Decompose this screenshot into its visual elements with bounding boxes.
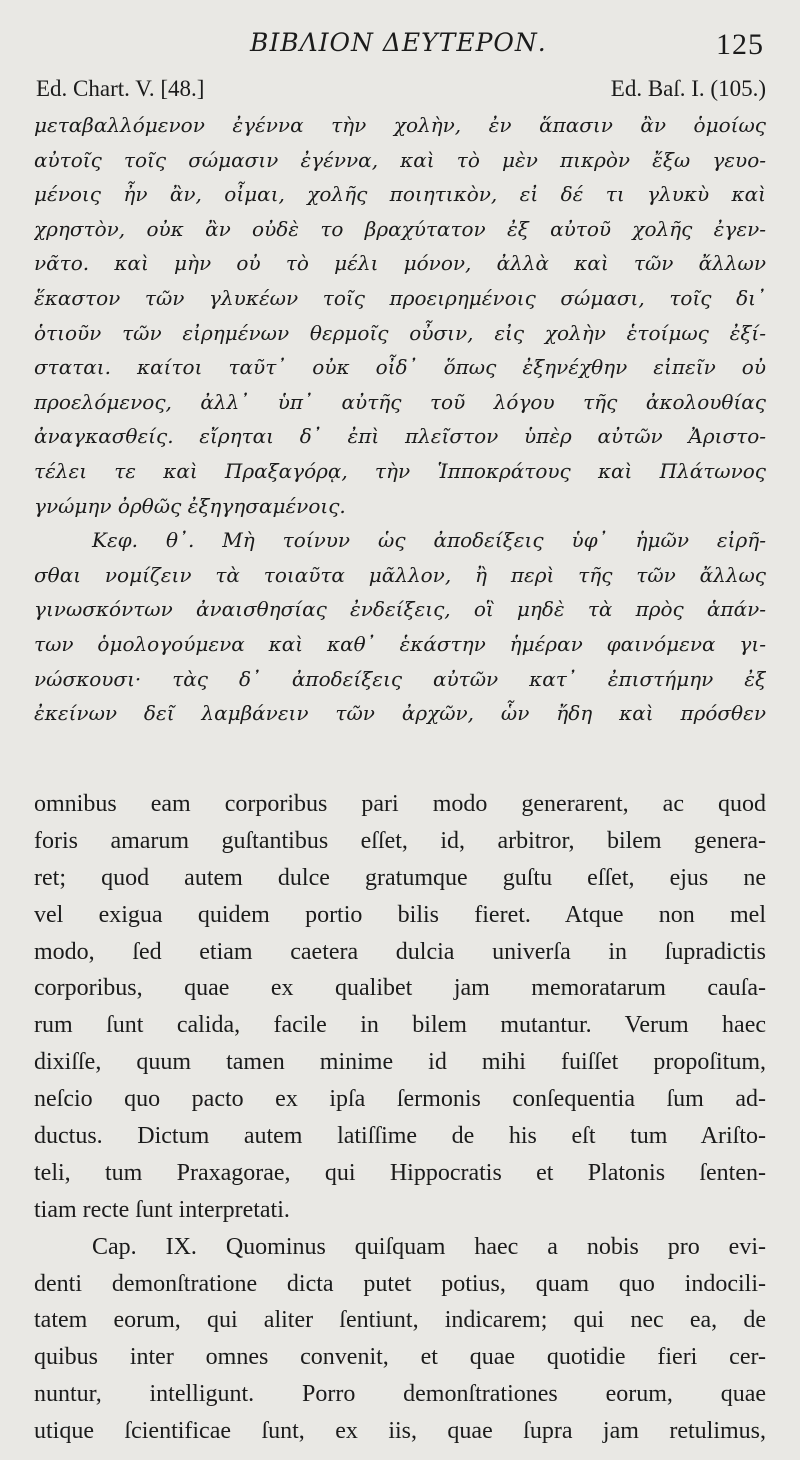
running-title: BIBΛΙΟΝ ΔΕΥΤΕΡΟΝ. bbox=[250, 28, 547, 57]
latin-line: tiam recte ſunt interpretati. bbox=[34, 1196, 290, 1223]
edition-reference-left: Ed. Chart. V. [48.] bbox=[36, 76, 205, 101]
latin-line: tatem eorum, qui aliter ſentiunt, indicarem; qui nec ea, de bbox=[34, 1307, 766, 1334]
greek-line: ἐκείνων δεῖ λαμβάνειν τῶν ἀρχῶν, ὧν ἤδη καὶ πρόσθεν bbox=[34, 701, 766, 726]
latin-line: corporibus, quae ex qualibet jam memoratarum cauſa- bbox=[34, 975, 766, 1002]
latin-line: denti demonſtratione dicta putet potius, quam quo indocili- bbox=[34, 1270, 766, 1297]
greek-line: νᾶτο. καὶ μὴν οὐ τὸ μέλι μόνον, ἀλλὰ καὶ τῶν ἄλλων bbox=[34, 251, 766, 276]
greek-line: ἕκαστον τῶν γλυκέων τοῖς προειρημένοις σώμασι, τοῖς δι᾽ bbox=[34, 285, 766, 310]
latin-line: vel exigua quidem portio bilis fieret. Atque non mel bbox=[34, 901, 766, 928]
latin-line: utique ſcientificae ſunt, ex iis, quae ſupra jam retulimus, bbox=[34, 1418, 766, 1445]
greek-line: τέλει τε καὶ Πραξαγόρᾳ, τὴν Ἱπποκράτους καὶ Πλάτωνος bbox=[34, 458, 766, 483]
greek-line: προελόμενος, ἀλλ᾽ ὑπ᾽ αὐτῆς τοῦ λόγου τῆς ἀκολουθίας bbox=[34, 389, 766, 414]
latin-line: foris amarum guſtantibus eſſet, id, arbitror, bilem genera- bbox=[34, 827, 766, 854]
running-header bbox=[0, 28, 800, 64]
latin-line: dixiſſe, quum tamen minime id mihi fuiſſet propoſitum, bbox=[34, 1049, 766, 1076]
latin-text-block bbox=[34, 786, 766, 1450]
latin-line: teli, tum Praxagorae, qui Hippocratis et Platonis ſenten- bbox=[34, 1159, 766, 1186]
greek-line: ἀναγκασθείς. εἴρηται δ᾽ ἐπὶ πλεῖστον ὑπὲρ αὐτῶν Ἀριστο- bbox=[34, 424, 766, 449]
edition-references bbox=[36, 76, 766, 106]
greek-line: γινωσκόντων ἀναισθησίας ἐνδείξεις, οἳ μηδὲ τὰ πρὸς ἁπάν- bbox=[34, 597, 766, 622]
latin-line: ret; quod autem dulce gratumque guſtu eſſet, ejus ne bbox=[34, 864, 766, 891]
greek-text-block bbox=[34, 108, 766, 731]
greek-line: νώσκουσι· τὰς δ᾽ ἀποδείξεις αὐτῶν κατ᾽ ἐπιστήμην ἐξ bbox=[34, 666, 766, 691]
greek-line: χρηστὸν, οὐκ ἂν οὐδὲ το βραχύτατον ἐξ αὐτοῦ χολῆς ἐγεν- bbox=[34, 216, 766, 241]
latin-line: omnibus eam corporibus pari modo generarent, ac quod bbox=[34, 791, 766, 817]
greek-line: αὐτοῖς τοῖς σώμασιν ἐγέννα, καὶ τὸ μὲν πικρὸν ἔξω γευο- bbox=[34, 147, 766, 172]
latin-chapter-heading-line: Cap. IX. Quominus quiſquam haec a nobis pro evi- bbox=[92, 1233, 766, 1260]
latin-line: rum ſunt calida, facile in bilem mutantur. Verum haec bbox=[34, 1012, 766, 1039]
latin-line: nuntur, intelligunt. Porro demonſtrationes eorum, quae bbox=[34, 1381, 766, 1408]
greek-chapter-heading-line: Κεφ. θ᾽. Μὴ τοίνυν ὡς ἀποδείξεις ὑφ᾽ ἡμῶν εἰρῆ- bbox=[92, 528, 766, 553]
page-number: 125 bbox=[716, 28, 764, 61]
edition-reference-right: Ed. Baſ. I. (105.) bbox=[610, 76, 766, 101]
latin-line: ductus. Dictum autem latiſſime de his eſt tum Ariſto- bbox=[34, 1123, 766, 1150]
latin-line: quibus inter omnes convenit, et quae quotidie fieri cer- bbox=[34, 1344, 766, 1371]
latin-line: neſcio quo pacto ex ipſa ſermonis conſequentia ſum ad- bbox=[34, 1086, 766, 1113]
greek-line: σταται. καίτοι ταῦτ᾽ οὐκ οἶδ᾽ ὅπως ἐξηνέχθην εἰπεῖν οὐ bbox=[34, 355, 766, 380]
greek-line: μεταβαλλόμενον ἐγέννα τὴν χολὴν, ἐν ἅπασιν ἂν ὁμοίως bbox=[34, 113, 766, 137]
greek-line: μένοις ἦν ἂν, οἶμαι, χολῆς ποιητικὸν, εἰ δέ τι γλυκὺ καὶ bbox=[34, 182, 766, 207]
latin-line: modo, ſed etiam caetera dulcia univerſa in ſupradictis bbox=[34, 938, 766, 965]
greek-line: σθαι νομίζειν τὰ τοιαῦτα μᾶλλον, ἢ περὶ τῆς τῶν ἄλλως bbox=[34, 562, 766, 587]
greek-line: των ὁμολογούμενα καὶ καθ᾽ ἑκάστην ἡμέραν φαινόμενα γι- bbox=[34, 631, 766, 656]
greek-line: ὁτιοῦν τῶν εἰρημένων θερμοῖς οὖσιν, εἰς χολὴν ἑτοίμως ἐξί- bbox=[34, 320, 766, 345]
greek-line: γνώμην ὀρθῶς ἐξηγησαμένοις. bbox=[34, 493, 346, 518]
